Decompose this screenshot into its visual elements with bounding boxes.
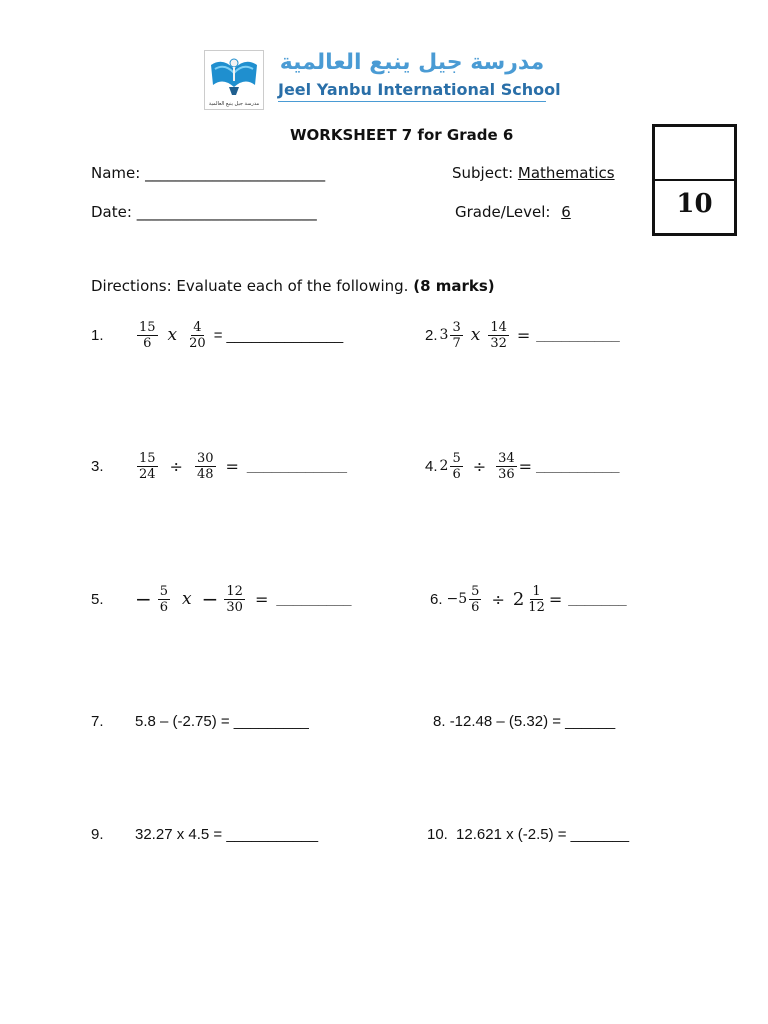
question-6 bbox=[430, 577, 627, 621]
subject-label: Subject: bbox=[452, 164, 514, 182]
grade-field bbox=[455, 203, 571, 221]
score-box bbox=[652, 124, 737, 236]
question-number: 5. bbox=[91, 590, 104, 608]
whole-number: 2 bbox=[512, 588, 525, 610]
question-number: 1. bbox=[91, 326, 104, 344]
subject-value: Mathematics bbox=[517, 164, 615, 182]
answer-blank[interactable]: ____________ bbox=[246, 457, 348, 475]
equals: = bbox=[548, 589, 563, 609]
whole-number: −5 bbox=[446, 591, 468, 607]
question-2 bbox=[425, 313, 620, 357]
answer-blank[interactable]: __________ bbox=[536, 457, 620, 475]
equals: = bbox=[225, 456, 239, 476]
fraction: $\frac{5}{6}$ bbox=[471, 583, 480, 615]
fraction: $\frac{15}{6}$ bbox=[139, 319, 156, 351]
question-3 bbox=[91, 444, 347, 488]
open-book-icon bbox=[205, 51, 263, 97]
question-expression[interactable]: 12.621 x (-2.5) = _______ bbox=[456, 826, 630, 843]
question-number: 10. bbox=[427, 826, 448, 843]
question-5 bbox=[91, 577, 351, 621]
score-total: 10 bbox=[676, 189, 713, 219]
school-logo bbox=[204, 50, 264, 110]
date-field[interactable] bbox=[91, 203, 317, 221]
question-expression[interactable]: -12.48 – (5.32) = ______ bbox=[449, 713, 616, 730]
question-number: 8. bbox=[433, 713, 446, 730]
header-rule bbox=[278, 101, 546, 102]
operator: ÷ bbox=[169, 456, 183, 476]
whole-number: 2 bbox=[439, 458, 449, 474]
logo-caption: مدرسة جيل ينبع العالمية bbox=[208, 101, 260, 107]
fraction: $\frac{5}{6}$ bbox=[452, 450, 461, 482]
operator: x bbox=[167, 325, 178, 345]
equals: = bbox=[516, 325, 531, 345]
fraction: $\frac{1}{12}$ bbox=[528, 583, 545, 615]
equals: = bbox=[518, 456, 533, 476]
question-number: 4. bbox=[425, 457, 438, 475]
grade-label: Grade/Level: bbox=[455, 203, 551, 221]
date-blank: ________________________ bbox=[136, 203, 317, 221]
question-number: 9. bbox=[91, 826, 104, 843]
question-expression[interactable]: 5.8 – (-2.75) = _________ bbox=[135, 713, 309, 730]
equals: = bbox=[213, 326, 223, 344]
score-box-divider bbox=[655, 179, 734, 181]
fraction: $\frac{14}{32}$ bbox=[490, 319, 507, 351]
question-10 bbox=[427, 826, 629, 843]
question-number: 6. bbox=[430, 590, 443, 608]
school-name-arabic: مدرسة جيل ينبع العالمية bbox=[279, 50, 545, 75]
operator: x bbox=[182, 589, 192, 609]
answer-blank[interactable]: __________ bbox=[536, 326, 620, 344]
fraction: $\frac{5}{6}$ bbox=[159, 583, 169, 615]
question-9 bbox=[91, 826, 318, 843]
whole-number: 3 bbox=[439, 327, 449, 343]
question-4 bbox=[425, 444, 620, 488]
grade-value: 6 bbox=[561, 203, 571, 221]
question-number: 3. bbox=[91, 457, 104, 475]
date-label: Date: bbox=[91, 203, 132, 221]
name-blank: ________________________ bbox=[145, 164, 326, 182]
answer-blank[interactable]: _________ bbox=[276, 590, 352, 608]
fraction: $\frac{15}{24}$ bbox=[139, 450, 156, 482]
question-8 bbox=[433, 713, 615, 730]
answer-blank[interactable]: _______ bbox=[568, 590, 627, 608]
question-1 bbox=[91, 313, 343, 357]
name-field[interactable] bbox=[91, 164, 325, 182]
fraction: $\frac{3}{7}$ bbox=[452, 319, 461, 351]
minus-sign: − bbox=[201, 587, 219, 611]
school-name-english: Jeel Yanbu International School bbox=[278, 80, 561, 99]
subject-field bbox=[452, 164, 615, 182]
fraction: $\frac{34}{36}$ bbox=[498, 450, 515, 482]
operator: ÷ bbox=[491, 589, 505, 609]
operator: ÷ bbox=[472, 456, 487, 476]
question-number: 2. bbox=[425, 326, 438, 344]
answer-blank[interactable]: ______________ bbox=[226, 326, 344, 344]
question-expression[interactable]: 32.27 x 4.5 = ___________ bbox=[135, 826, 319, 843]
equals: = bbox=[254, 589, 269, 609]
fraction: $\frac{30}{48}$ bbox=[196, 450, 214, 482]
operator: x bbox=[470, 325, 481, 345]
question-number: 7. bbox=[91, 713, 104, 730]
fraction: $\frac{4}{20}$ bbox=[189, 319, 206, 351]
minus-sign: − bbox=[135, 587, 152, 611]
fraction: $\frac{12}{30}$ bbox=[226, 583, 243, 615]
directions bbox=[91, 277, 495, 295]
directions-text: Directions: Evaluate each of the following. bbox=[91, 277, 409, 295]
worksheet-title: WORKSHEET 7 for Grade 6 bbox=[290, 126, 514, 144]
question-7 bbox=[91, 713, 309, 730]
directions-marks: (8 marks) bbox=[413, 277, 495, 295]
name-label: Name: bbox=[91, 164, 141, 182]
